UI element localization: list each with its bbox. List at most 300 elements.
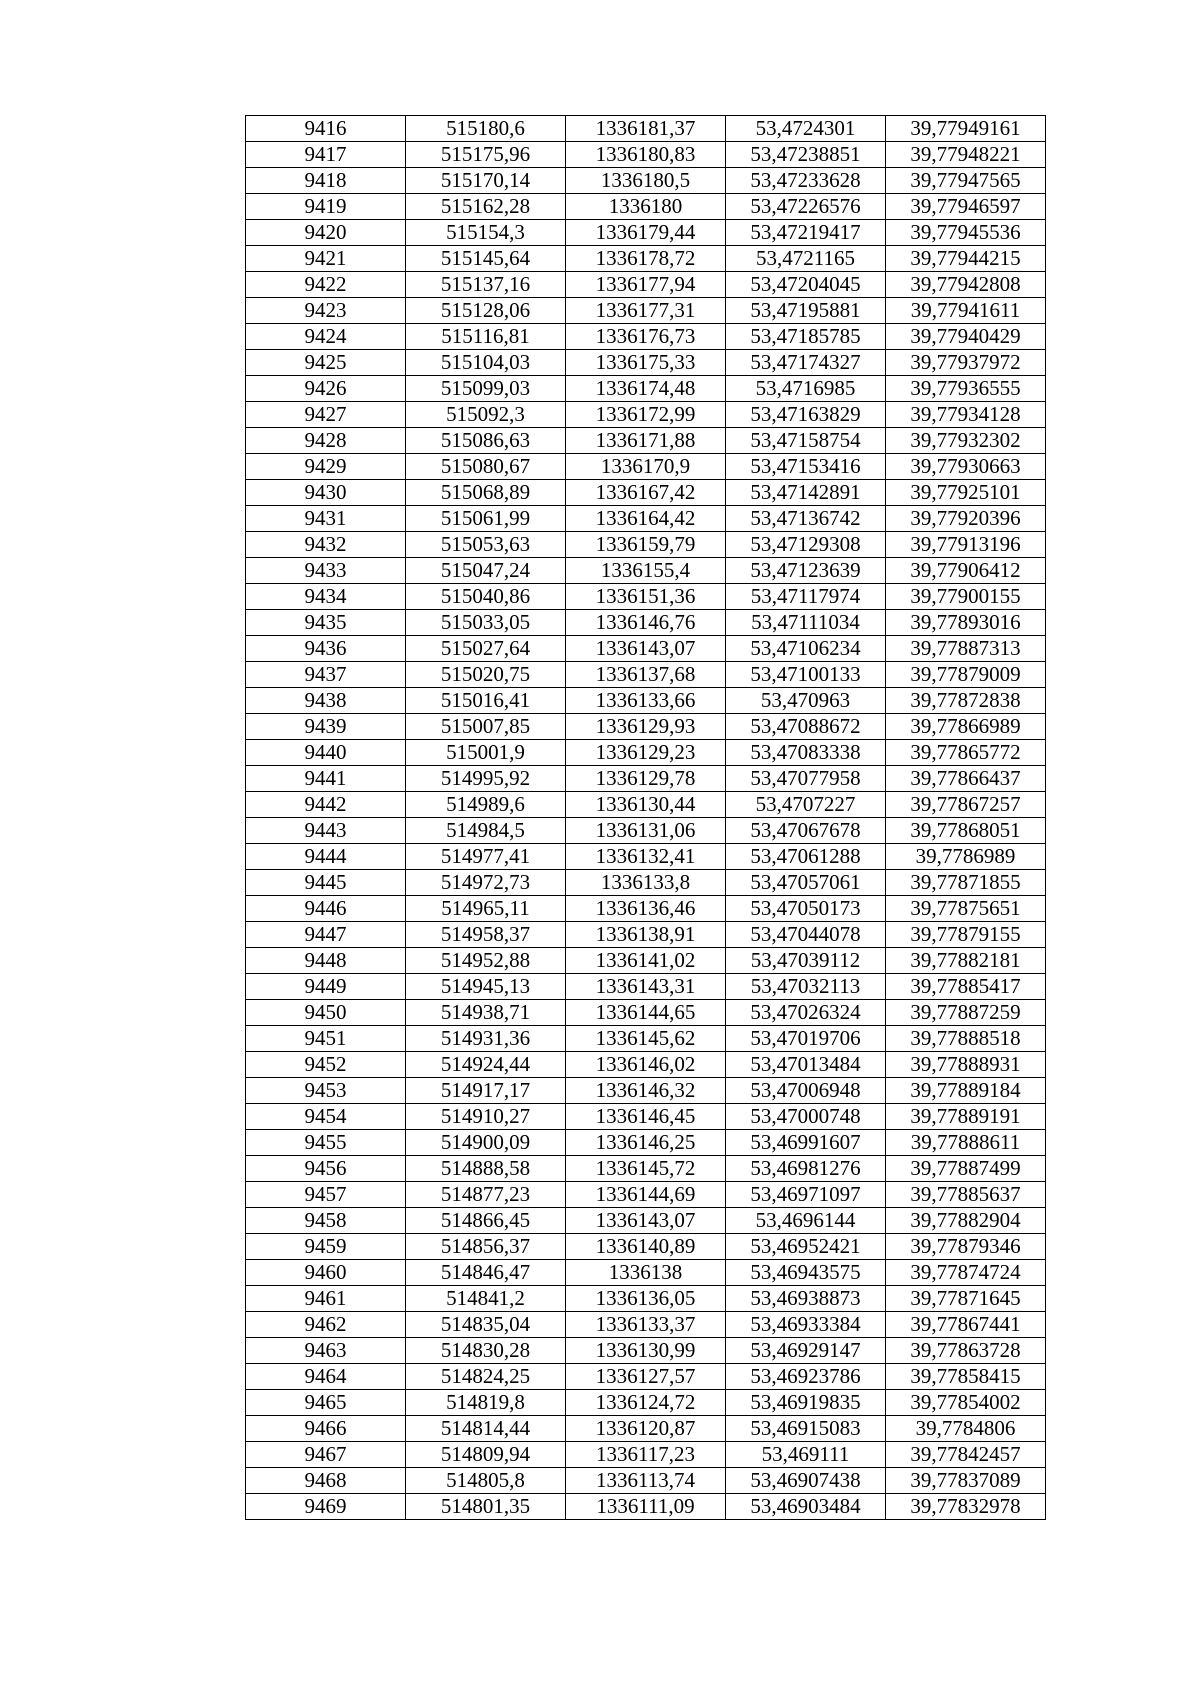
point-number-cell: 9442: [246, 792, 406, 818]
latitude-cell: 53,47006948: [726, 1078, 886, 1104]
table-row: [246, 948, 1046, 974]
point-number-cell: 9425: [246, 350, 406, 376]
point-number-cell: 9429: [246, 454, 406, 480]
table-row: [246, 1260, 1046, 1286]
x-coordinate-cell: 514824,25: [406, 1364, 566, 1390]
point-number-cell: 9451: [246, 1026, 406, 1052]
latitude-cell: 53,46952421: [726, 1234, 886, 1260]
longitude-cell: 39,77832978: [886, 1494, 1046, 1520]
x-coordinate-cell: 515061,99: [406, 506, 566, 532]
latitude-cell: 53,4721165: [726, 246, 886, 272]
y-coordinate-cell: 1336133,37: [566, 1312, 726, 1338]
point-number-cell: 9467: [246, 1442, 406, 1468]
latitude-cell: 53,47158754: [726, 428, 886, 454]
longitude-cell: 39,77949161: [886, 116, 1046, 142]
point-number-cell: 9430: [246, 480, 406, 506]
coordinates-table: [245, 115, 1046, 1520]
x-coordinate-cell: 515092,3: [406, 402, 566, 428]
y-coordinate-cell: 1336179,44: [566, 220, 726, 246]
table-row: [246, 1468, 1046, 1494]
x-coordinate-cell: 514830,28: [406, 1338, 566, 1364]
x-coordinate-cell: 514945,13: [406, 974, 566, 1000]
x-coordinate-cell: 515137,16: [406, 272, 566, 298]
table-row: [246, 584, 1046, 610]
y-coordinate-cell: 1336146,76: [566, 610, 726, 636]
y-coordinate-cell: 1336146,02: [566, 1052, 726, 1078]
longitude-cell: 39,77871855: [886, 870, 1046, 896]
table-row: [246, 298, 1046, 324]
x-coordinate-cell: 515175,96: [406, 142, 566, 168]
x-coordinate-cell: 514917,17: [406, 1078, 566, 1104]
y-coordinate-cell: 1336137,68: [566, 662, 726, 688]
point-number-cell: 9447: [246, 922, 406, 948]
latitude-cell: 53,47100133: [726, 662, 886, 688]
x-coordinate-cell: 514900,09: [406, 1130, 566, 1156]
point-number-cell: 9417: [246, 142, 406, 168]
longitude-cell: 39,77930663: [886, 454, 1046, 480]
y-coordinate-cell: 1336181,37: [566, 116, 726, 142]
longitude-cell: 39,77879009: [886, 662, 1046, 688]
point-number-cell: 9466: [246, 1416, 406, 1442]
latitude-cell: 53,47039112: [726, 948, 886, 974]
latitude-cell: 53,47238851: [726, 142, 886, 168]
point-number-cell: 9416: [246, 116, 406, 142]
table-row: [246, 1130, 1046, 1156]
y-coordinate-cell: 1336180: [566, 194, 726, 220]
longitude-cell: 39,7786989: [886, 844, 1046, 870]
y-coordinate-cell: 1336146,25: [566, 1130, 726, 1156]
y-coordinate-cell: 1336136,05: [566, 1286, 726, 1312]
y-coordinate-cell: 1336177,94: [566, 272, 726, 298]
latitude-cell: 53,46907438: [726, 1468, 886, 1494]
table-row: [246, 1442, 1046, 1468]
latitude-cell: 53,470963: [726, 688, 886, 714]
latitude-cell: 53,46933384: [726, 1312, 886, 1338]
x-coordinate-cell: 514924,44: [406, 1052, 566, 1078]
longitude-cell: 39,77874724: [886, 1260, 1046, 1286]
point-number-cell: 9459: [246, 1234, 406, 1260]
table-row: [246, 532, 1046, 558]
longitude-cell: 39,77882904: [886, 1208, 1046, 1234]
longitude-cell: 39,77885417: [886, 974, 1046, 1000]
table-row: [246, 1416, 1046, 1442]
longitude-cell: 39,77858415: [886, 1364, 1046, 1390]
y-coordinate-cell: 1336120,87: [566, 1416, 726, 1442]
point-number-cell: 9422: [246, 272, 406, 298]
longitude-cell: 39,77882181: [886, 948, 1046, 974]
y-coordinate-cell: 1336138: [566, 1260, 726, 1286]
longitude-cell: 39,77867257: [886, 792, 1046, 818]
point-number-cell: 9434: [246, 584, 406, 610]
y-coordinate-cell: 1336176,73: [566, 324, 726, 350]
y-coordinate-cell: 1336113,74: [566, 1468, 726, 1494]
longitude-cell: 39,77879155: [886, 922, 1046, 948]
point-number-cell: 9446: [246, 896, 406, 922]
latitude-cell: 53,46981276: [726, 1156, 886, 1182]
point-number-cell: 9433: [246, 558, 406, 584]
point-number-cell: 9432: [246, 532, 406, 558]
longitude-cell: 39,77885637: [886, 1182, 1046, 1208]
x-coordinate-cell: 514809,94: [406, 1442, 566, 1468]
table-row: [246, 1052, 1046, 1078]
latitude-cell: 53,47000748: [726, 1104, 886, 1130]
latitude-cell: 53,47083338: [726, 740, 886, 766]
y-coordinate-cell: 1336131,06: [566, 818, 726, 844]
table-row: [246, 818, 1046, 844]
longitude-cell: 39,77875651: [886, 896, 1046, 922]
x-coordinate-cell: 515128,06: [406, 298, 566, 324]
x-coordinate-cell: 514814,44: [406, 1416, 566, 1442]
longitude-cell: 39,77900155: [886, 584, 1046, 610]
y-coordinate-cell: 1336180,83: [566, 142, 726, 168]
longitude-cell: 39,77937972: [886, 350, 1046, 376]
table-row: [246, 896, 1046, 922]
latitude-cell: 53,47077958: [726, 766, 886, 792]
latitude-cell: 53,47174327: [726, 350, 886, 376]
latitude-cell: 53,47111034: [726, 610, 886, 636]
point-number-cell: 9464: [246, 1364, 406, 1390]
table-row: [246, 688, 1046, 714]
x-coordinate-cell: 515033,05: [406, 610, 566, 636]
y-coordinate-cell: 1336180,5: [566, 168, 726, 194]
point-number-cell: 9443: [246, 818, 406, 844]
point-number-cell: 9431: [246, 506, 406, 532]
point-number-cell: 9454: [246, 1104, 406, 1130]
y-coordinate-cell: 1336146,32: [566, 1078, 726, 1104]
point-number-cell: 9455: [246, 1130, 406, 1156]
longitude-cell: 39,77871645: [886, 1286, 1046, 1312]
latitude-cell: 53,46903484: [726, 1494, 886, 1520]
y-coordinate-cell: 1336136,46: [566, 896, 726, 922]
point-number-cell: 9426: [246, 376, 406, 402]
point-number-cell: 9428: [246, 428, 406, 454]
latitude-cell: 53,47057061: [726, 870, 886, 896]
table-row: [246, 662, 1046, 688]
table-row: [246, 1026, 1046, 1052]
longitude-cell: 39,77940429: [886, 324, 1046, 350]
table-row: [246, 1234, 1046, 1260]
x-coordinate-cell: 515007,85: [406, 714, 566, 740]
longitude-cell: 39,77946597: [886, 194, 1046, 220]
x-coordinate-cell: 515154,3: [406, 220, 566, 246]
x-coordinate-cell: 514819,8: [406, 1390, 566, 1416]
x-coordinate-cell: 515170,14: [406, 168, 566, 194]
y-coordinate-cell: 1336159,79: [566, 532, 726, 558]
latitude-cell: 53,47044078: [726, 922, 886, 948]
y-coordinate-cell: 1336175,33: [566, 350, 726, 376]
longitude-cell: 39,77948221: [886, 142, 1046, 168]
longitude-cell: 39,77944215: [886, 246, 1046, 272]
longitude-cell: 39,77879346: [886, 1234, 1046, 1260]
table-row: [246, 870, 1046, 896]
longitude-cell: 39,77932302: [886, 428, 1046, 454]
table-row: [246, 714, 1046, 740]
x-coordinate-cell: 514835,04: [406, 1312, 566, 1338]
y-coordinate-cell: 1336174,48: [566, 376, 726, 402]
point-number-cell: 9444: [246, 844, 406, 870]
table-row: [246, 194, 1046, 220]
longitude-cell: 39,77925101: [886, 480, 1046, 506]
y-coordinate-cell: 1336171,88: [566, 428, 726, 454]
point-number-cell: 9458: [246, 1208, 406, 1234]
point-number-cell: 9436: [246, 636, 406, 662]
longitude-cell: 39,77887313: [886, 636, 1046, 662]
x-coordinate-cell: 514846,47: [406, 1260, 566, 1286]
y-coordinate-cell: 1336167,42: [566, 480, 726, 506]
x-coordinate-cell: 514995,92: [406, 766, 566, 792]
table-row: [246, 142, 1046, 168]
table-row: [246, 740, 1046, 766]
latitude-cell: 53,4696144: [726, 1208, 886, 1234]
point-number-cell: 9423: [246, 298, 406, 324]
y-coordinate-cell: 1336129,78: [566, 766, 726, 792]
longitude-cell: 39,77868051: [886, 818, 1046, 844]
y-coordinate-cell: 1336146,45: [566, 1104, 726, 1130]
table-row: [246, 1338, 1046, 1364]
longitude-cell: 39,77920396: [886, 506, 1046, 532]
x-coordinate-cell: 515104,03: [406, 350, 566, 376]
x-coordinate-cell: 514958,37: [406, 922, 566, 948]
x-coordinate-cell: 515016,41: [406, 688, 566, 714]
point-number-cell: 9441: [246, 766, 406, 792]
table-row: [246, 1312, 1046, 1338]
x-coordinate-cell: 515116,81: [406, 324, 566, 350]
y-coordinate-cell: 1336178,72: [566, 246, 726, 272]
point-number-cell: 9463: [246, 1338, 406, 1364]
longitude-cell: 39,77866989: [886, 714, 1046, 740]
latitude-cell: 53,47067678: [726, 818, 886, 844]
table-row: [246, 454, 1046, 480]
y-coordinate-cell: 1336130,99: [566, 1338, 726, 1364]
latitude-cell: 53,47185785: [726, 324, 886, 350]
point-number-cell: 9420: [246, 220, 406, 246]
latitude-cell: 53,47061288: [726, 844, 886, 870]
y-coordinate-cell: 1336111,09: [566, 1494, 726, 1520]
point-number-cell: 9457: [246, 1182, 406, 1208]
longitude-cell: 39,77888611: [886, 1130, 1046, 1156]
y-coordinate-cell: 1336143,07: [566, 636, 726, 662]
x-coordinate-cell: 514931,36: [406, 1026, 566, 1052]
y-coordinate-cell: 1336145,62: [566, 1026, 726, 1052]
point-number-cell: 9469: [246, 1494, 406, 1520]
x-coordinate-cell: 515068,89: [406, 480, 566, 506]
table-row: [246, 1286, 1046, 1312]
longitude-cell: 39,77934128: [886, 402, 1046, 428]
table-row: [246, 402, 1046, 428]
table-row: [246, 480, 1046, 506]
latitude-cell: 53,47032113: [726, 974, 886, 1000]
latitude-cell: 53,47153416: [726, 454, 886, 480]
point-number-cell: 9465: [246, 1390, 406, 1416]
table-row: [246, 1390, 1046, 1416]
longitude-cell: 39,77854002: [886, 1390, 1046, 1416]
point-number-cell: 9418: [246, 168, 406, 194]
x-coordinate-cell: 515162,28: [406, 194, 566, 220]
x-coordinate-cell: 514801,35: [406, 1494, 566, 1520]
y-coordinate-cell: 1336130,44: [566, 792, 726, 818]
table-row: [246, 922, 1046, 948]
point-number-cell: 9437: [246, 662, 406, 688]
longitude-cell: 39,77947565: [886, 168, 1046, 194]
table-row: [246, 1156, 1046, 1182]
latitude-cell: 53,47106234: [726, 636, 886, 662]
latitude-cell: 53,47117974: [726, 584, 886, 610]
table-row: [246, 610, 1046, 636]
latitude-cell: 53,4707227: [726, 792, 886, 818]
latitude-cell: 53,47219417: [726, 220, 886, 246]
coordinates-table-body: [246, 116, 1046, 1520]
y-coordinate-cell: 1336144,65: [566, 1000, 726, 1026]
longitude-cell: 39,77906412: [886, 558, 1046, 584]
longitude-cell: 39,77913196: [886, 532, 1046, 558]
table-row: [246, 792, 1046, 818]
x-coordinate-cell: 515145,64: [406, 246, 566, 272]
x-coordinate-cell: 514841,2: [406, 1286, 566, 1312]
table-row: [246, 220, 1046, 246]
y-coordinate-cell: 1336141,02: [566, 948, 726, 974]
latitude-cell: 53,47013484: [726, 1052, 886, 1078]
point-number-cell: 9438: [246, 688, 406, 714]
x-coordinate-cell: 515001,9: [406, 740, 566, 766]
longitude-cell: 39,77888931: [886, 1052, 1046, 1078]
table-row: [246, 1208, 1046, 1234]
y-coordinate-cell: 1336129,23: [566, 740, 726, 766]
x-coordinate-cell: 515086,63: [406, 428, 566, 454]
point-number-cell: 9456: [246, 1156, 406, 1182]
latitude-cell: 53,46938873: [726, 1286, 886, 1312]
longitude-cell: 39,77942808: [886, 272, 1046, 298]
table-row: [246, 1104, 1046, 1130]
y-coordinate-cell: 1336177,31: [566, 298, 726, 324]
longitude-cell: 39,77837089: [886, 1468, 1046, 1494]
table-row: [246, 428, 1046, 454]
x-coordinate-cell: 515027,64: [406, 636, 566, 662]
table-row: [246, 376, 1046, 402]
x-coordinate-cell: 514877,23: [406, 1182, 566, 1208]
latitude-cell: 53,47195881: [726, 298, 886, 324]
y-coordinate-cell: 1336133,66: [566, 688, 726, 714]
point-number-cell: 9462: [246, 1312, 406, 1338]
y-coordinate-cell: 1336140,89: [566, 1234, 726, 1260]
x-coordinate-cell: 515040,86: [406, 584, 566, 610]
x-coordinate-cell: 514952,88: [406, 948, 566, 974]
point-number-cell: 9468: [246, 1468, 406, 1494]
longitude-cell: 39,77866437: [886, 766, 1046, 792]
table-row: [246, 350, 1046, 376]
y-coordinate-cell: 1336117,23: [566, 1442, 726, 1468]
latitude-cell: 53,4724301: [726, 116, 886, 142]
table-row: [246, 506, 1046, 532]
table-row: [246, 324, 1046, 350]
x-coordinate-cell: 515080,67: [406, 454, 566, 480]
point-number-cell: 9460: [246, 1260, 406, 1286]
y-coordinate-cell: 1336155,4: [566, 558, 726, 584]
latitude-cell: 53,47129308: [726, 532, 886, 558]
latitude-cell: 53,469111: [726, 1442, 886, 1468]
point-number-cell: 9439: [246, 714, 406, 740]
longitude-cell: 39,7784806: [886, 1416, 1046, 1442]
table-row: [246, 1364, 1046, 1390]
latitude-cell: 53,47142891: [726, 480, 886, 506]
longitude-cell: 39,77889184: [886, 1078, 1046, 1104]
y-coordinate-cell: 1336151,36: [566, 584, 726, 610]
y-coordinate-cell: 1336164,42: [566, 506, 726, 532]
x-coordinate-cell: 515047,24: [406, 558, 566, 584]
longitude-cell: 39,77842457: [886, 1442, 1046, 1468]
y-coordinate-cell: 1336170,9: [566, 454, 726, 480]
latitude-cell: 53,47226576: [726, 194, 886, 220]
y-coordinate-cell: 1336144,69: [566, 1182, 726, 1208]
latitude-cell: 53,46943575: [726, 1260, 886, 1286]
point-number-cell: 9452: [246, 1052, 406, 1078]
table-row: [246, 116, 1046, 142]
latitude-cell: 53,46923786: [726, 1364, 886, 1390]
y-coordinate-cell: 1336145,72: [566, 1156, 726, 1182]
point-number-cell: 9450: [246, 1000, 406, 1026]
latitude-cell: 53,46915083: [726, 1416, 886, 1442]
y-coordinate-cell: 1336129,93: [566, 714, 726, 740]
table-row: [246, 766, 1046, 792]
point-number-cell: 9461: [246, 1286, 406, 1312]
longitude-cell: 39,77872838: [886, 688, 1046, 714]
latitude-cell: 53,46929147: [726, 1338, 886, 1364]
longitude-cell: 39,77863728: [886, 1338, 1046, 1364]
table-row: [246, 272, 1046, 298]
latitude-cell: 53,47050173: [726, 896, 886, 922]
table-row: [246, 844, 1046, 870]
longitude-cell: 39,77941611: [886, 298, 1046, 324]
y-coordinate-cell: 1336172,99: [566, 402, 726, 428]
longitude-cell: 39,77889191: [886, 1104, 1046, 1130]
table-row: [246, 1182, 1046, 1208]
x-coordinate-cell: 514866,45: [406, 1208, 566, 1234]
x-coordinate-cell: 514888,58: [406, 1156, 566, 1182]
latitude-cell: 53,4716985: [726, 376, 886, 402]
latitude-cell: 53,47088672: [726, 714, 886, 740]
longitude-cell: 39,77867441: [886, 1312, 1046, 1338]
latitude-cell: 53,47026324: [726, 1000, 886, 1026]
longitude-cell: 39,77936555: [886, 376, 1046, 402]
table-row: [246, 974, 1046, 1000]
y-coordinate-cell: 1336138,91: [566, 922, 726, 948]
table-row: [246, 1078, 1046, 1104]
y-coordinate-cell: 1336124,72: [566, 1390, 726, 1416]
x-coordinate-cell: 515099,03: [406, 376, 566, 402]
point-number-cell: 9435: [246, 610, 406, 636]
point-number-cell: 9419: [246, 194, 406, 220]
y-coordinate-cell: 1336143,07: [566, 1208, 726, 1234]
point-number-cell: 9440: [246, 740, 406, 766]
latitude-cell: 53,46919835: [726, 1390, 886, 1416]
longitude-cell: 39,77888518: [886, 1026, 1046, 1052]
latitude-cell: 53,47123639: [726, 558, 886, 584]
latitude-cell: 53,47204045: [726, 272, 886, 298]
point-number-cell: 9449: [246, 974, 406, 1000]
point-number-cell: 9424: [246, 324, 406, 350]
x-coordinate-cell: 514972,73: [406, 870, 566, 896]
latitude-cell: 53,46971097: [726, 1182, 886, 1208]
latitude-cell: 53,47233628: [726, 168, 886, 194]
latitude-cell: 53,46991607: [726, 1130, 886, 1156]
longitude-cell: 39,77945536: [886, 220, 1046, 246]
x-coordinate-cell: 515180,6: [406, 116, 566, 142]
longitude-cell: 39,77893016: [886, 610, 1046, 636]
table-row: [246, 1000, 1046, 1026]
point-number-cell: 9421: [246, 246, 406, 272]
y-coordinate-cell: 1336133,8: [566, 870, 726, 896]
longitude-cell: 39,77865772: [886, 740, 1046, 766]
x-coordinate-cell: 514910,27: [406, 1104, 566, 1130]
